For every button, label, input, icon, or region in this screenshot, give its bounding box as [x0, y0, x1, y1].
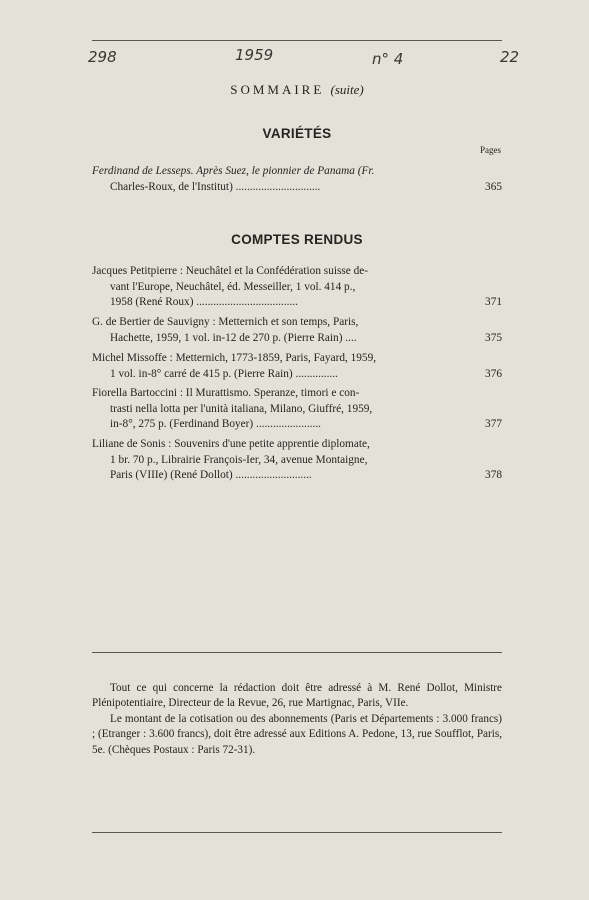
entry-line: Hachette, 1959, 1 vol. in-12 de 270 p. (Pierre Rain) .... 375: [92, 331, 502, 347]
entry-line: trasti nella lotta per l'unità italiana, Milano, Giuffré, 1959,: [110, 402, 373, 415]
entry-line: Jacques Petitpierre : Neuchâtel et la Confédération suisse de-: [92, 265, 369, 277]
page-number: 375: [481, 331, 502, 347]
notice-top-rule: [92, 652, 502, 653]
editorial-notice: [92, 681, 502, 758]
page-number: 365: [481, 180, 502, 196]
notice-bottom-rule: [92, 832, 502, 833]
varietes-entry: [92, 164, 502, 195]
review-entry: [92, 315, 502, 346]
entry-line: Ferdinand de Lesseps. Après Suez, le pionnier de Panama (Fr.: [92, 165, 375, 177]
entry-line: 1958 (René Roux) .................................... 371: [92, 295, 502, 311]
entry-line: Paris (VIIIe) (René Dollot) ........................... 378: [92, 468, 502, 484]
entry-line: in-8°, 275 p. (Ferdinand Boyer) ....................... 377: [92, 417, 502, 433]
entry-line: Fiorella Bartoccini : Il Murattismo. Speranze, timori e con-: [92, 387, 360, 399]
varietes-heading: VARIÉTÉS: [262, 126, 332, 141]
entry-line: Michel Missoffe : Metternich, 1773-1859, Paris, Fayard, 1959,: [92, 352, 377, 364]
page-title-text: SOMMAIRE: [230, 82, 325, 97]
notice-paragraph: Tout ce qui concerne la rédaction doit être adressé à M. René Dollot, Ministre Plénipotentiaire, Directeur de la Revue, 26, rue Martignac, Paris, VIIe.: [92, 682, 502, 710]
handwritten-year: 1959: [235, 46, 274, 64]
page-number: 377: [481, 417, 502, 433]
entry-line: 1 br. 70 p., Librairie François-Ier, 34, avenue Montaigne,: [110, 453, 368, 466]
entry-line: Charles-Roux, de l'Institut) .............................. 365: [92, 180, 502, 196]
pages-label: Pages: [480, 145, 501, 155]
handwritten-issue: n° 4: [372, 50, 404, 68]
page-title: [92, 82, 502, 98]
page-title-suffix: (suite): [330, 82, 364, 97]
review-entry: [92, 351, 502, 382]
handwritten-number: 298: [88, 48, 117, 66]
page-number: 378: [481, 468, 502, 484]
entry-line: 1 vol. in-8° carré de 415 p. (Pierre Rain) ............... 376: [92, 367, 502, 383]
review-entry: [92, 437, 502, 484]
top-rule: [92, 40, 502, 41]
entry-line: vant l'Europe, Neuchâtel, éd. Messeiller, 1 vol. 414 p.,: [110, 280, 356, 293]
handwritten-mark: 22: [500, 48, 520, 66]
review-entry: [92, 264, 502, 311]
page-number: 371: [481, 295, 502, 311]
entry-line: Liliane de Sonis : Souvenirs d'une petite apprentie diplomate,: [92, 438, 370, 450]
comptes-rendus-heading: COMPTES RENDUS: [231, 232, 363, 247]
entry-line: G. de Bertier de Sauvigny : Metternich et son temps, Paris,: [92, 316, 359, 328]
page-number: 376: [481, 367, 502, 383]
notice-paragraph: Le montant de la cotisation ou des abonnements (Paris et Départements : 3.000 francs) ; (Etranger : 3.600 francs), doit être adressé aux Editions A. Pedone, 13, rue Soufflot, Paris, 5e. (Chèques Postaux : Paris 72-31).: [92, 712, 502, 756]
review-entry: [92, 386, 502, 433]
